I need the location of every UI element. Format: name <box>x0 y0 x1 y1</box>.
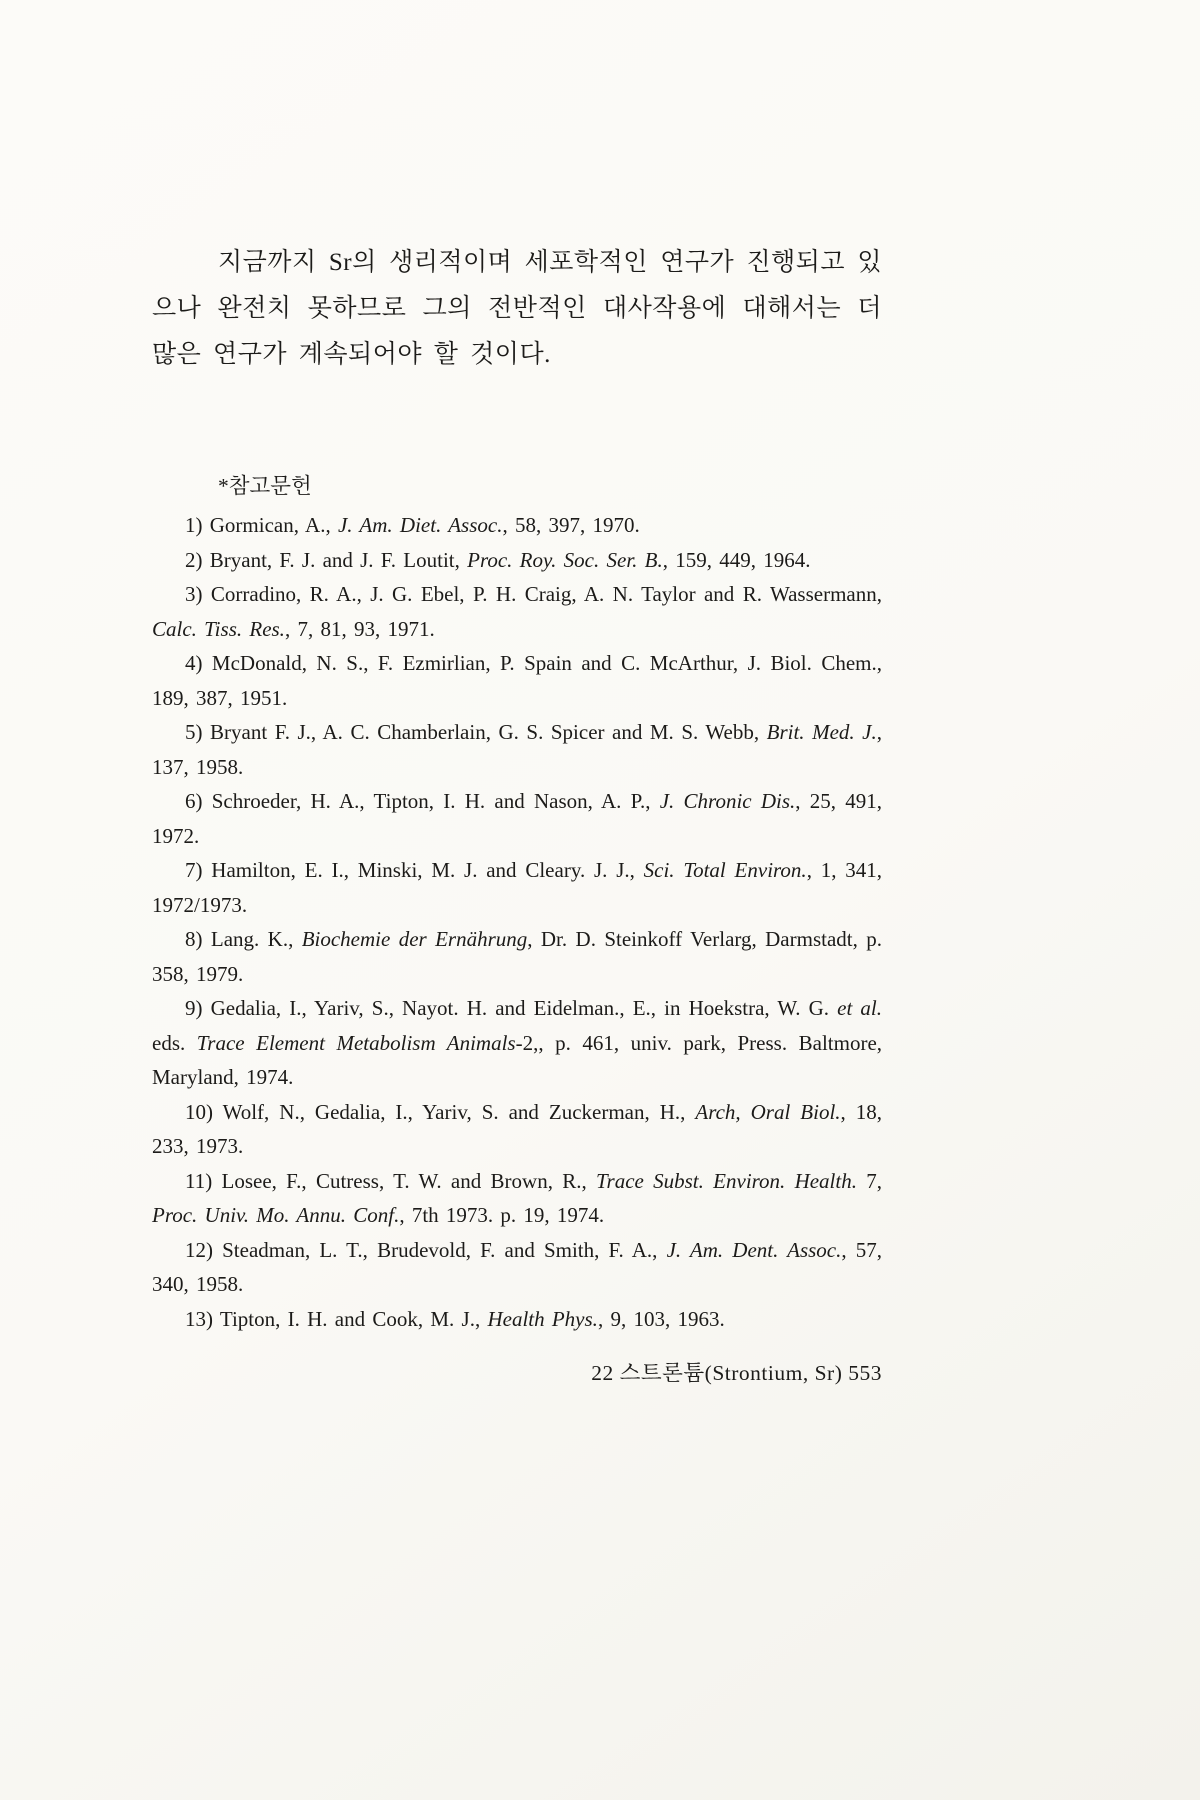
reference-text: eds. <box>152 1030 197 1055</box>
reference-journal-title: J. Am. Dent. Assoc. <box>666 1237 842 1262</box>
reference-text: , Dr. D. Steinkoff Verlarg, Darmstadt, p. 358, 1979. <box>152 927 883 986</box>
reference-text: 2) Bryant, F. J. and J. F. Loutit, <box>185 547 468 572</box>
reference-item <box>152 543 882 578</box>
page-footer <box>152 1356 882 1390</box>
reference-journal-title: et al. <box>837 996 882 1020</box>
page-content <box>152 240 882 1390</box>
reference-text: -2,, p. 461, univ. park, Press. Baltmore, Maryland, 1974. <box>152 1030 883 1089</box>
reference-journal-title: Trace Subst. Environ. Health. <box>596 1168 857 1193</box>
reference-text: , 57, 340, 1958. <box>152 1237 883 1296</box>
intro-paragraph: 지금까지 Sr의 생리적이며 세포학적인 연구가 진행되고 있으나 완전치 못하므로 그의 전반적인 대사작용에 대해서는 더 많은 연구가 계속되어야 할 것이다. <box>152 249 882 368</box>
reference-text: , 7, 81, 93, 1971. <box>284 616 435 641</box>
reference-journal-title: Health Phys. <box>487 1306 598 1331</box>
reference-item <box>152 646 882 715</box>
reference-text: 7, <box>856 1168 883 1193</box>
reference-text: 13) Tipton, I. H. and Cook, M. J., <box>185 1306 488 1331</box>
reference-text: 12) Steadman, L. T., Brudevold, F. and Smith, F. A., <box>185 1237 667 1262</box>
reference-item <box>152 715 882 784</box>
reference-item <box>152 508 882 543</box>
reference-item <box>152 1164 882 1233</box>
reference-journal-title: Sci. Total Environ. <box>643 858 807 882</box>
reference-journal-title: Calc. Tiss. Res. <box>152 616 285 641</box>
reference-text: 11) Losee, F., Cutress, T. W. and Brown, R., <box>185 1168 597 1193</box>
reference-text: , 137, 1958. <box>152 720 882 779</box>
reference-text: , 9, 103, 1963. <box>597 1306 725 1331</box>
reference-item <box>152 853 882 922</box>
reference-text: 8) Lang. K., <box>185 927 302 951</box>
reference-text: 4) McDonald, N. S., F. Ezmirlian, P. Spain and C. McArthur, J. Biol. Chem., 189, 387, 1951. <box>152 651 882 710</box>
reference-item <box>152 1095 882 1164</box>
reference-text: , 159, 449, 1964. <box>662 547 811 572</box>
reference-journal-title: J. Am. Diet. Assoc. <box>337 513 503 537</box>
reference-text: , 7th 1973. p. 19, 1974. <box>399 1203 605 1227</box>
reference-item <box>152 922 882 991</box>
reference-item <box>152 1302 882 1337</box>
reference-text: 6) Schroeder, H. A., Tipton, I. H. and Nason, A. P., <box>185 789 660 813</box>
references-list <box>152 508 882 1336</box>
reference-text: , 58, 397, 1970. <box>502 513 640 537</box>
reference-text: 1) Gormican, A., <box>185 513 338 537</box>
reference-item <box>152 784 882 853</box>
reference-journal-title: J. Chronic Dis. <box>659 789 796 813</box>
reference-text: , 25, 491, 1972. <box>152 789 882 848</box>
reference-text: 9) Gedalia, I., Yariv, S., Nayot. H. and Eidelman., E., in Hoekstra, W. G. <box>185 996 838 1020</box>
reference-text: , 1, 341, 1972/1973. <box>152 858 883 917</box>
reference-text: 5) Bryant F. J., A. C. Chamberlain, G. S. Spicer and M. S. Webb, <box>185 720 767 744</box>
reference-item <box>152 577 882 646</box>
reference-journal-title: Biochemie der Ernährung <box>301 927 528 951</box>
reference-journal-title: Brit. Med. J. <box>766 720 877 744</box>
reference-text: , 18, 233, 1973. <box>152 1099 883 1158</box>
reference-item <box>152 1233 882 1302</box>
reference-journal-title: Arch, Oral Biol. <box>695 1099 841 1124</box>
footer-text: 22 스트론튬(Strontium, Sr) 553 <box>591 1361 882 1385</box>
reference-text: 10) Wolf, N., Gedalia, I., Yariv, S. and Zuckerman, H., <box>185 1099 696 1124</box>
reference-journal-title: Proc. Univ. Mo. Annu. Conf. <box>152 1203 400 1227</box>
reference-journal-title: Proc. Roy. Soc. Ser. B. <box>467 547 663 572</box>
reference-journal-title: Trace Element Metabolism Animals <box>196 1030 516 1055</box>
reference-item <box>152 991 882 1095</box>
reference-text: 3) Corradino, R. A., J. G. Ebel, P. H. Craig, A. N. Taylor and R. Wassermann, <box>185 582 882 606</box>
references-heading: *참고문헌 <box>218 474 312 498</box>
reference-text: 7) Hamilton, E. I., Minski, M. J. and Cleary. J. J., <box>185 858 644 882</box>
